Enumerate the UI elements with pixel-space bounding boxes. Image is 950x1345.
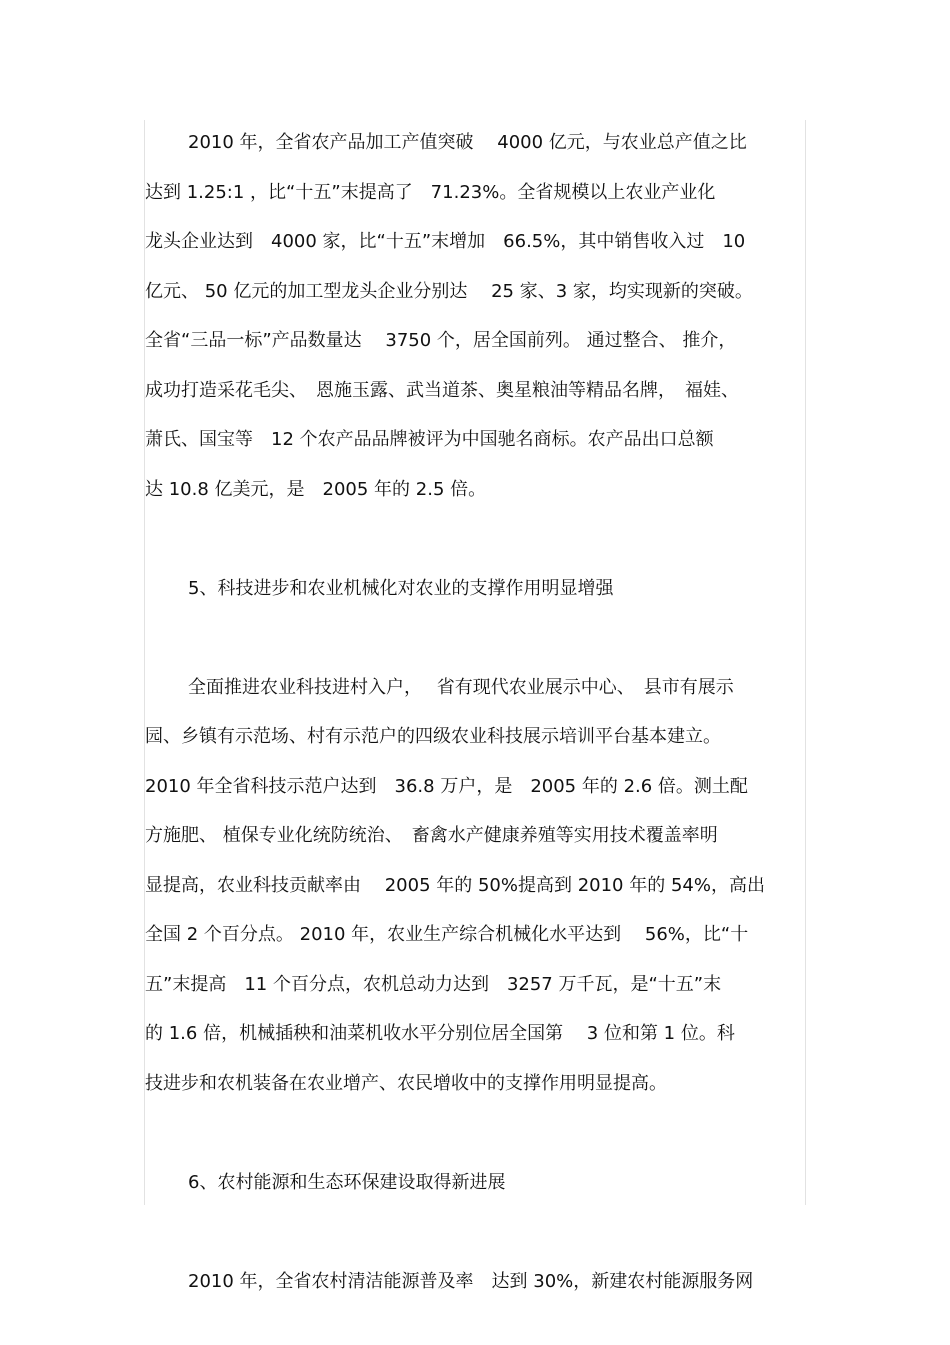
paragraph-spacer [145,1108,805,1158]
paragraph-line: 全省“三品一标”产品数量达 3750 个，居全国前列。 通过整合、 推介， [145,330,737,351]
paragraph-line: 亿元、 50 亿元的加工型龙头企业分别达 25 家、3 家，均实现新的突破。 [145,280,753,302]
document-body [145,118,805,1306]
paragraph-line: 五”末提高 11 个百分点，农机总动力达到 3257 万千瓦，是“十五”末 [145,973,722,995]
paragraph-line: 2010 年全省科技示范户达到 36.8 万户，是 2005 年的 2.6 倍。测土配 [145,775,748,797]
paragraph-line: 显提高，农业科技贡献率由 2005 年的 50%提高到 2010 年的 54%，高出 [145,874,765,896]
paragraph-spacer [145,1207,805,1257]
paragraph-agri-technology [145,663,805,1109]
paragraph-line: 全国 2 个百分点。 2010 年，农业生产综合机械化水平达到 56%，比“十 [145,924,749,945]
paragraph-line: 龙头企业达到 4000 家，比“十五”末增加 66.5%，其中销售收入过 10 [145,231,746,252]
paragraph-processing-industry [145,118,805,514]
paragraph-spacer [145,613,805,663]
paragraph-spacer [145,514,805,564]
right-margin-line [805,120,806,1205]
paragraph-line: 2010 年，全省农村清洁能源普及率 达到 30%，新建农村能源服务网 [188,1270,754,1292]
paragraph-line: 2010 年，全省农产品加工产值突破 4000 亿元，与农业总产值之比 [188,132,747,153]
section-heading-6: 6、农村能源和生态环保建设取得新进展 [188,1171,506,1193]
paragraph-line: 达 10.8 亿美元，是 2005 年的 2.5 倍。 [145,478,487,500]
paragraph-line: 萧氏、国宝等 12 个农产品品牌被评为中国驰名商标。农产品出口总额 [145,429,714,450]
paragraph-line: 方施肥、 植保专业化统防统治、 畜禽水产健康养殖等实用技术覆盖率明 [145,825,718,846]
section-heading-5: 5、科技进步和农业机械化对农业的支撑作用明显增强 [188,577,614,599]
paragraph-line: 技进步和农机装备在农业增产、农民增收中的支撑作用明显提高。 [145,1072,667,1094]
paragraph-rural-energy [145,1257,805,1307]
paragraph-line: 成功打造采花毛尖、 恩施玉露、武当道茶、奥星粮油等精品名牌， 福娃、 [145,379,739,401]
paragraph-line: 园、乡镇有示范场、村有示范户的四级农业科技展示培训平台基本建立。 [145,726,721,747]
paragraph-line: 的 1.6 倍，机械插秧和油菜机收水平分别位居全国第 3 位和第 1 位。科 [145,1023,735,1044]
paragraph-line: 达到 1.25:1 ，比“十五”末提高了 71.23%。全省规模以上农业产业化 [145,181,716,203]
paragraph-line: 全面推进农业科技进村入户， 省有现代农业展示中心、 县市有展示 [188,676,734,698]
